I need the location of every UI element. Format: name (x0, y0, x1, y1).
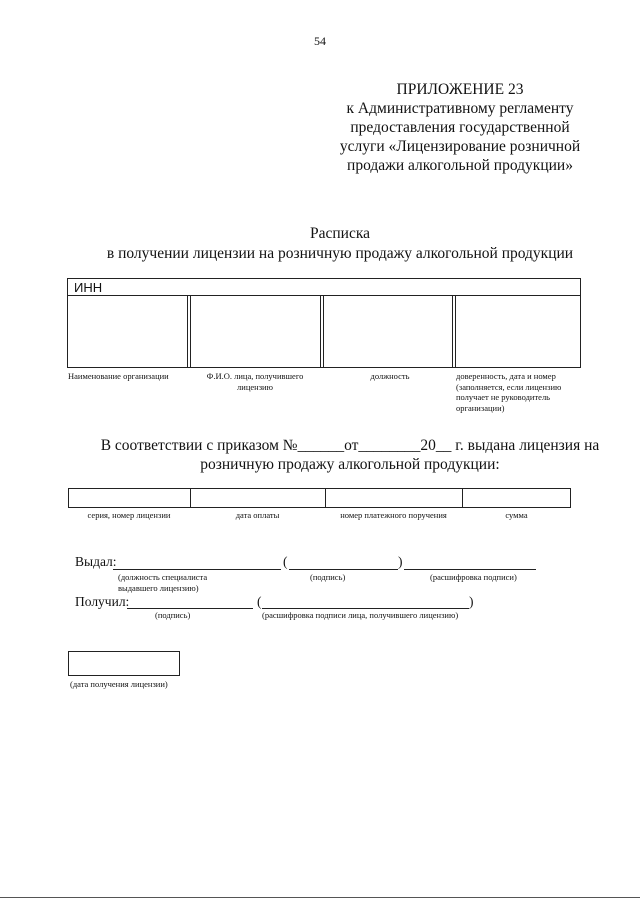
caption-amount: сумма (505, 510, 528, 520)
appendix-header (320, 80, 600, 175)
inn-row-divider (67, 295, 581, 296)
appendix-line: продажи алкогольной продукции» (347, 157, 573, 174)
issued-open-paren: ( (283, 554, 288, 569)
payment-col-divider (325, 488, 326, 508)
appendix-line: ПРИЛОЖЕНИЕ 23 (396, 81, 524, 98)
order-line-2: розничную продажу алкогольной продукции: (200, 456, 500, 473)
caption-receiver-signature: (подпись) (155, 610, 191, 620)
caption-receiver-decoding: (расшифровка подписи лица, получившего лицензию) (262, 610, 459, 620)
caption-payment-date: дата оплаты (235, 510, 280, 520)
title-line-2: в получении лицензии на розничную продажу алкогольной продукции (106, 245, 574, 262)
received-close-paren: ) (469, 594, 474, 609)
inn-col-divider-inner (323, 295, 324, 368)
caption-recipient-name: Ф.И.О. лица, получившего лицензию (206, 371, 304, 392)
caption-issuer-position: (должность специалиста выдавшего лицензию) (118, 572, 208, 593)
payment-col-divider (462, 488, 463, 508)
caption-receipt-date: (дата получения лицензии) (70, 679, 168, 689)
received-signature-line (127, 608, 253, 609)
received-label: Получил: (75, 594, 130, 609)
caption-payment-order: номер платежного поручения (340, 510, 447, 520)
issued-signature-line (289, 569, 398, 570)
payment-table (68, 488, 571, 508)
inn-col-divider-inner (190, 295, 191, 368)
page-bottom-edge (0, 897, 640, 898)
issued-decoding-line (404, 569, 536, 570)
inn-table (67, 278, 581, 368)
inn-col-divider (320, 295, 321, 368)
page-number: 54 (314, 34, 326, 48)
appendix-line: предоставления государственной (350, 119, 570, 136)
inn-col-divider (187, 295, 188, 368)
order-line-1: В соответствии с приказом №______от________20__ г. выдана лицензия на (100, 437, 600, 454)
received-open-paren: ( (257, 594, 262, 609)
order-paragraph (60, 436, 640, 474)
inn-col-divider-inner (455, 295, 456, 368)
appendix-line: услуги «Лицензирование розничной (339, 138, 581, 155)
document-title (60, 224, 620, 264)
caption-license-number: серия, номер лицензии (87, 510, 171, 520)
caption-power-of-attorney: доверенность, дата и номер (заполняется, если лицензию получает не руководитель организации) (456, 371, 562, 413)
issued-label: Выдал: (75, 554, 117, 569)
inn-col-divider (452, 295, 453, 368)
caption-issuer-signature: (подпись) (310, 572, 346, 582)
issued-position-line (113, 569, 281, 570)
issued-close-paren: ) (398, 554, 403, 569)
payment-col-divider (190, 488, 191, 508)
receipt-date-box (68, 651, 180, 676)
caption-issuer-decoding: (расшифровка подписи) (430, 572, 517, 582)
inn-label: ИНН (74, 280, 103, 295)
appendix-line: к Административному регламенту (346, 100, 574, 117)
title-line-1: Расписка (309, 225, 371, 242)
caption-position: должность (370, 371, 410, 381)
caption-organization: Наименование организации (68, 371, 169, 381)
received-decoding-line (262, 608, 469, 609)
